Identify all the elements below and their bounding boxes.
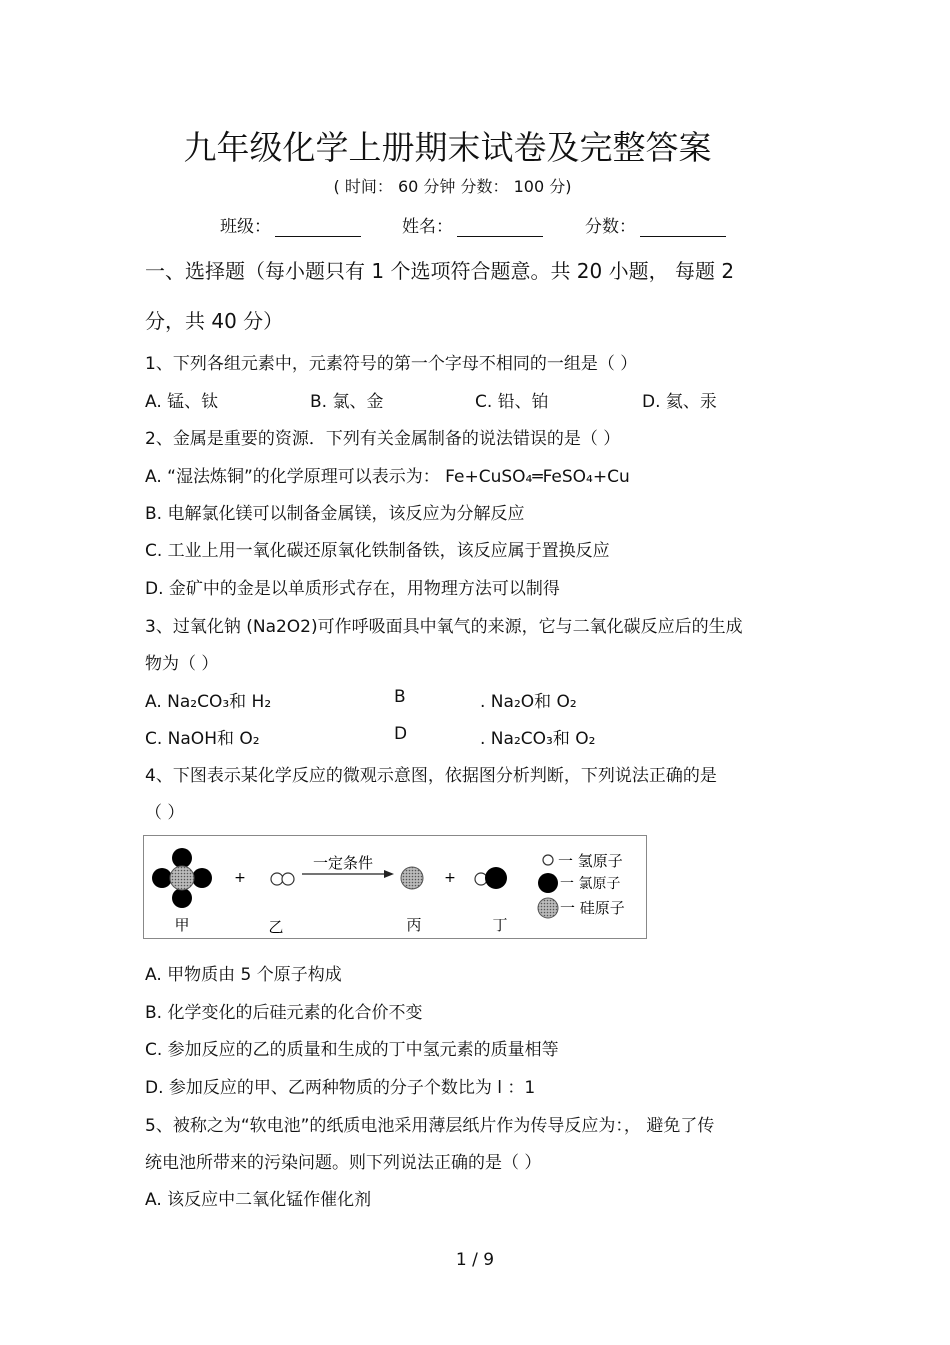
label-jia: 甲 (174, 916, 190, 934)
q2-option-a: A. “湿法炼铜”的化学原理可以表示为： Fe+CuSO₄═FeSO₄+Cu (145, 467, 630, 487)
q1-option-b: B. 氯、金 (310, 392, 384, 412)
legend-hydrogen-symbol (543, 855, 553, 865)
q4-stem-line2: （ ） (145, 803, 185, 823)
q3-stem-line2: 物为（ ） (145, 654, 219, 674)
class-label: 班级： (220, 217, 271, 237)
label-ding: 丁 (492, 916, 508, 934)
legend-silicon-symbol (538, 898, 558, 918)
page-title: 九年级化学上册期末试卷及完整答案 (183, 128, 712, 167)
exam-meta: ( 时间： 60 分钟 分数： 100 分) (333, 177, 572, 196)
diagram-legend (538, 852, 625, 918)
molecule-jia (152, 848, 212, 908)
molecule-yi (271, 873, 294, 885)
plus-sign-2: + (444, 870, 456, 886)
score-label: 分数： (585, 217, 636, 237)
q2-stem: 2、金属是重要的资源．下列有关金属制备的说法错误的是（ ） (145, 429, 621, 449)
q3-stem-line1: 3、过氧化钠 (Na2O2)可作呼吸面具中氧气的来源，它与二氧化碳反应后的生成 (145, 617, 743, 637)
section-heading-line1: 一、选择题（每小题只有 1 个选项符合题意。共 20 小题， 每题 2 (145, 259, 735, 283)
q2-option-d: D. 金矿中的金是以单质形式存在，用物理方法可以制得 (145, 579, 560, 599)
name-label: 姓名： (402, 217, 453, 237)
q4-option-d: D. 参加反应的甲、乙两种物质的分子个数比为 l ：1 (145, 1078, 536, 1098)
reaction-diagram-svg (144, 836, 648, 940)
molecule-ding (475, 867, 507, 889)
name-blank (457, 218, 543, 237)
q4-option-a: A. 甲物质由 5 个原子构成 (145, 965, 342, 985)
class-blank (275, 218, 361, 237)
score-field (585, 212, 726, 237)
q3-option-d-letter: D (394, 724, 408, 744)
plus-sign-1: + (234, 870, 246, 886)
legend-chlorine-symbol (538, 873, 558, 893)
legend-chlorine: 一 氯原子 (560, 876, 621, 892)
q1-option-a: A. 锰、钛 (145, 392, 219, 412)
q2-option-b: B. 电解氯化镁可以制备金属镁，该反应为分解反应 (145, 504, 525, 524)
q3-option-b: . Na₂O和 O₂ (480, 692, 577, 712)
arrow-condition-label: 一定条件 (312, 854, 374, 872)
q5-stem-line2: 统电池所带来的污染问题。则下列说法正确的是（ ） (145, 1153, 542, 1173)
q1-stem: 1、下列各组元素中，元素符号的第一个字母不相同的一组是（ ） (145, 354, 638, 374)
q4-option-b: B. 化学变化的后硅元素的化合价不变 (145, 1003, 423, 1023)
q3-option-a: A. Na₂CO₃和 H₂ (145, 692, 272, 712)
q2-option-c: C. 工业上用一氧化碳还原氧化铁制备铁，该反应属于置换反应 (145, 541, 610, 561)
legend-silicon: 一 硅原子 (560, 899, 625, 917)
page-number: 1 / 9 (455, 1250, 495, 1270)
q3-option-d: . Na₂CO₃和 O₂ (480, 729, 596, 749)
legend-hydrogen: 一 氢原子 (558, 852, 623, 870)
q5-stem-line1: 5、被称之为“软电池”的纸质电池采用薄层纸片作为传导反应为：， 避免了传 (145, 1116, 715, 1136)
reaction-diagram (143, 835, 647, 939)
name-field (402, 212, 543, 237)
q1-option-c: C. 铅、铂 (475, 392, 549, 412)
class-field (220, 212, 361, 237)
q4-stem-line1: 4、下图表示某化学反应的微观示意图，依据图分析判断，下列说法正确的是 (145, 766, 717, 786)
q1-option-d: D. 氦、汞 (642, 392, 717, 412)
section-heading-line2: 分，共 40 分） (145, 309, 284, 333)
label-yi: 乙 (268, 918, 284, 936)
score-blank (640, 218, 726, 237)
q3-option-c: C. NaOH和 O₂ (145, 729, 260, 749)
molecule-bing (401, 867, 423, 889)
q3-option-b-letter: B (394, 687, 406, 707)
q5-option-a: A. 该反应中二氧化锰作催化剂 (145, 1190, 372, 1210)
q4-option-c: C. 参加反应的乙的质量和生成的丁中氢元素的质量相等 (145, 1040, 559, 1060)
label-bing: 丙 (406, 916, 422, 934)
